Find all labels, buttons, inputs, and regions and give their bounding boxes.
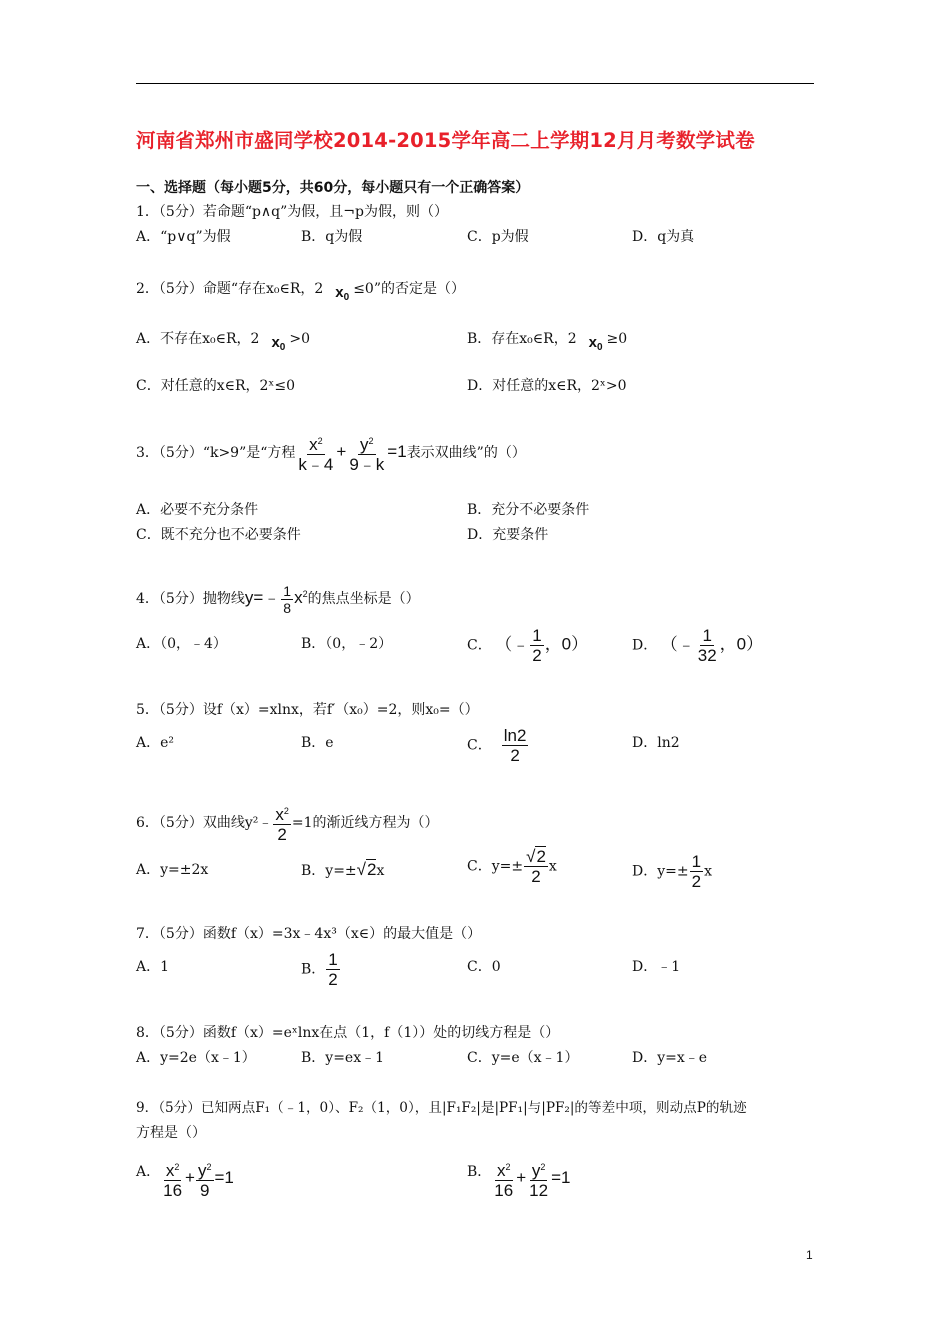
question-6: 6．（5分）双曲线y²﹣ $\frac{x^2}{2}$ =1的渐近线方程为（） <box>136 802 439 844</box>
page-number: 1 <box>806 1248 813 1262</box>
question-9: 9．（5分）已知两点F₁（﹣1，0）、F₂（1，0），且|F₁F₂|是|PF₁|与|PF₂|的等差中项，则动点P的轨迹 <box>136 1100 747 1116</box>
header-rule <box>136 83 814 84</box>
q4-option-a: A．（0，﹣4） <box>136 636 227 652</box>
page-title: 河南省郑州市盛同学校2014-2015学年高二上学期12月月考数学试卷 <box>136 129 755 152</box>
q2-option-b: B．存在x₀∈R，2 $x_0\ge 0$ <box>467 331 628 353</box>
q9-option-a: A． $\frac{x^2}{16}$ + $\frac{y^2}{9}$ =1 <box>136 1158 234 1200</box>
q6-option-a: A．y=±2x <box>136 862 209 878</box>
q4-option-b: B．（0，﹣2） <box>301 636 393 652</box>
question-5: 5．（5分）设f（x）=xlnx，若f′（x₀）=2，则x₀=（） <box>136 702 479 718</box>
q6-option-b: B．y=±√2x <box>301 860 385 879</box>
question-2: 2．（5分）命题“存在x₀∈R，2 $x_0\le 0$”的否定是（） <box>136 281 465 303</box>
question-1: 1．（5分）若命题“p∧q”为假，且¬p为假，则（） <box>136 204 448 220</box>
q5-option-d: D．ln2 <box>632 735 680 751</box>
q3-option-a: A．必要不充分条件 <box>136 502 259 518</box>
q2-option-c: C．对任意的x∈R，2ˣ≤0 <box>136 378 295 394</box>
q5-option-a: A．e² <box>136 735 175 751</box>
q9-option-b: B． $\frac{x^2}{16}$ + $\frac{y^2}{12}$ =1 <box>467 1158 570 1200</box>
q6-option-c: C．y=± $\frac{√2}{2}$ x <box>467 847 557 886</box>
question-3: 3．（5分）“k>9”是“方程 $\frac{x^2}{k﹣4}$ + $\frac{y^2}{9﹣k}$ =1表示双曲线”的（） <box>136 432 526 474</box>
q4-option-c: C． （﹣ $\frac{1}{2}$ ，0） <box>467 626 589 665</box>
q1-option-c: C．p为假 <box>467 229 529 245</box>
q3-option-c: C．既不充分也不必要条件 <box>136 527 301 543</box>
q3-option-b: B．充分不必要条件 <box>467 502 590 518</box>
question-7: 7．（5分）函数f（x）=3x﹣4x³（x∈）的最大值是（） <box>136 926 482 942</box>
section-heading: 一、选择题（每小题5分，共60分，每小题只有一个正确答案） <box>136 180 530 196</box>
q6-option-d: D．y=± $\frac{1}{2}$ x <box>632 852 712 891</box>
q7-option-b: B． $\frac{1}{2}$ <box>301 950 338 989</box>
q1-option-d: D．q为真 <box>632 229 695 245</box>
q8-option-d: D．y=x﹣e <box>632 1050 708 1066</box>
q7-option-d: D．﹣1 <box>632 959 681 975</box>
q4-option-d: D． （﹣ $\frac{1}{32}$ ，0） <box>632 626 764 665</box>
q8-option-b: B．y=ex﹣1 <box>301 1050 385 1066</box>
q1-option-b: B．q为假 <box>301 229 363 245</box>
q8-option-c: C．y=e（x﹣1） <box>467 1050 579 1066</box>
q7-option-a: A．1 <box>136 959 170 975</box>
question-4: 4．（5分）抛物线y=﹣ $\frac{1}{8}$ $x^2$的焦点坐标是（） <box>136 582 420 616</box>
q2-option-a: A．不存在x₀∈R，2 $x_0>0$ <box>136 331 310 353</box>
question-9-cont: 方程是（） <box>136 1125 206 1141</box>
q7-option-c: C．0 <box>467 959 501 975</box>
q1-option-a: A．“p∨q”为假 <box>136 229 231 245</box>
q8-option-a: A．y=2e（x﹣1） <box>136 1050 256 1066</box>
q5-option-b: B．e <box>301 735 334 751</box>
q3-option-d: D．充要条件 <box>467 527 549 543</box>
question-8: 8．（5分）函数f（x）=eˣlnx在点（1，f（1））处的切线方程是（） <box>136 1025 560 1041</box>
q2-option-d: D．对任意的x∈R，2ˣ>0 <box>467 378 627 394</box>
q5-option-c: C． $\frac{\ln 2}{2}$ <box>467 726 527 765</box>
